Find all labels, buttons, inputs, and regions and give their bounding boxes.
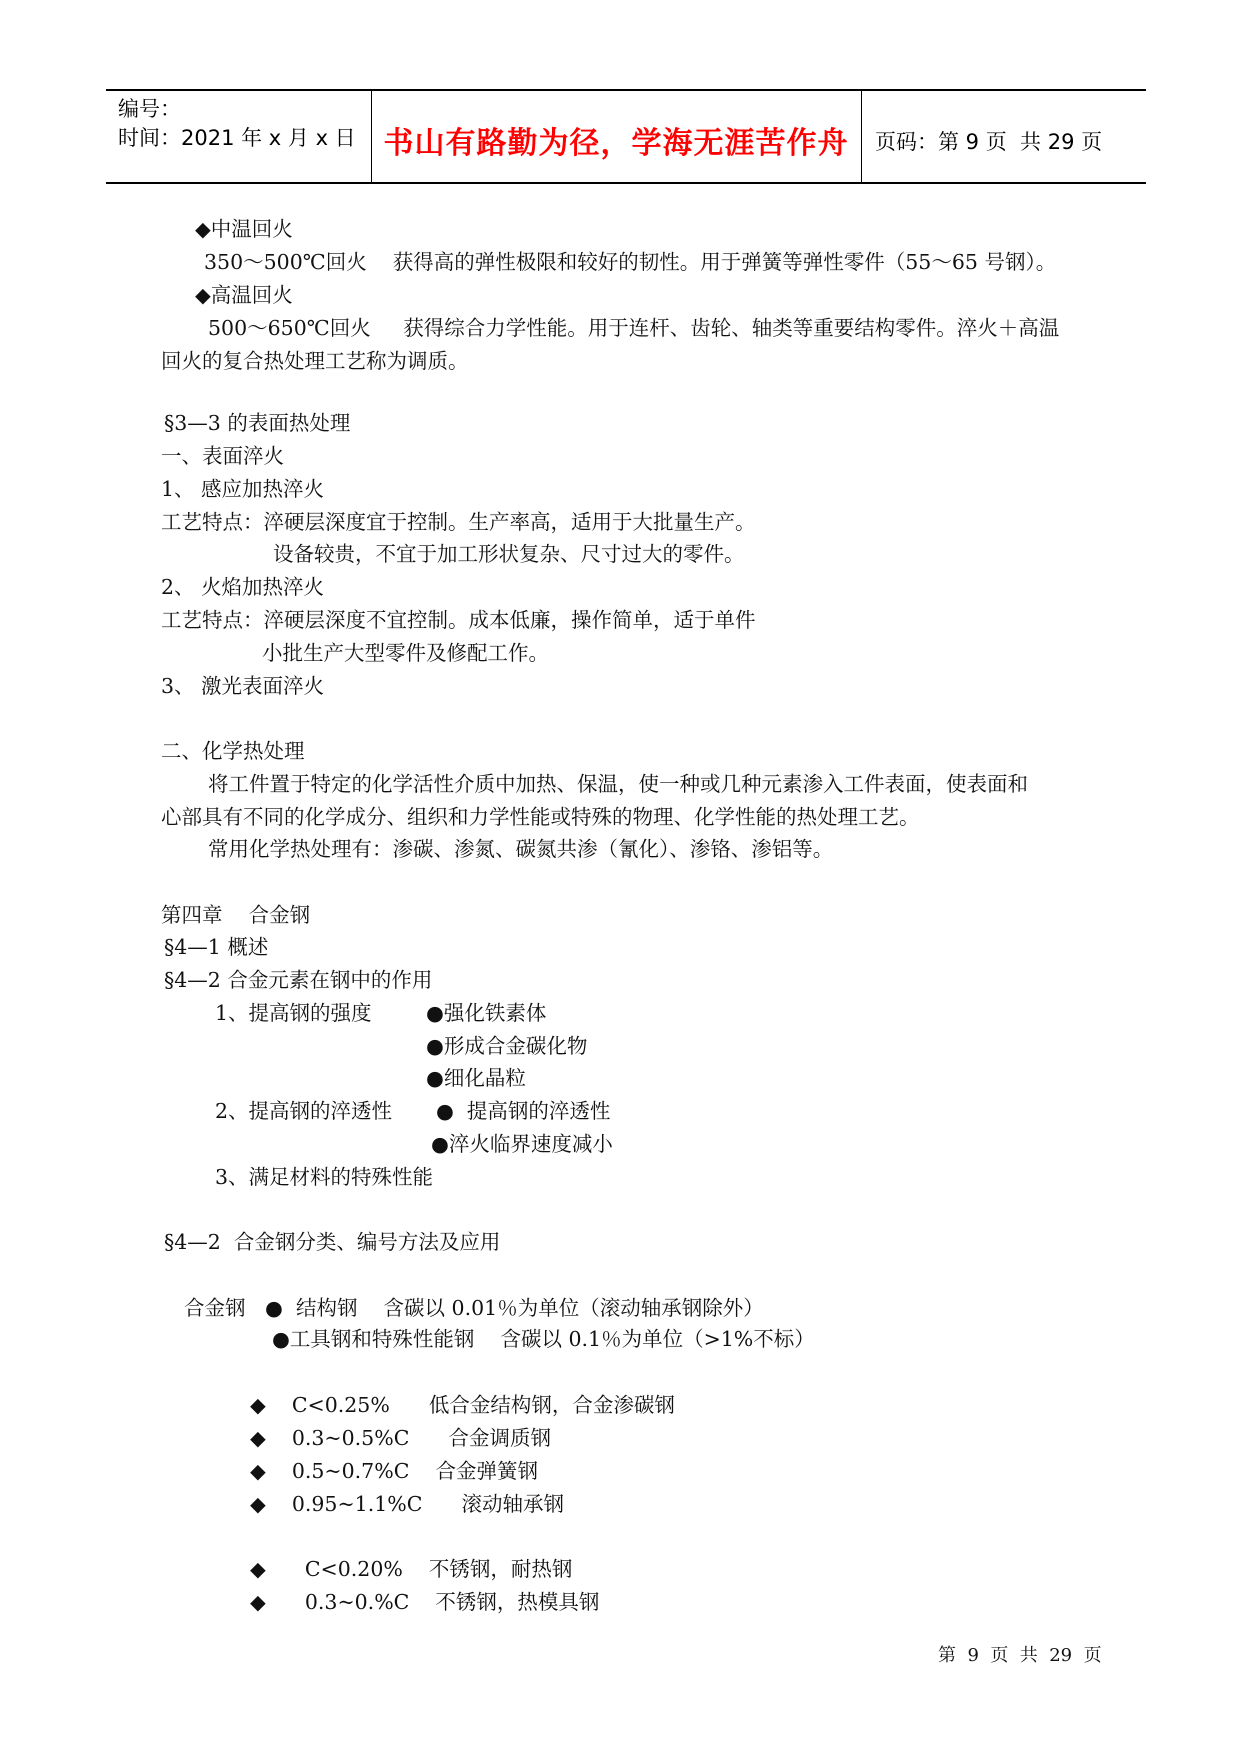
subsection-heading: 二、化学热处理 <box>161 739 305 763</box>
footer-page-number: 第 9 页 共 29 页 <box>938 1645 1102 1666</box>
paragraph-line: 350～500℃回火 获得高的弹性极限和较好的韧性。用于弹簧等弹性零件（55～65 号钢）。 <box>204 250 1057 274</box>
section-heading: §3—3 的表面热处理 <box>164 411 351 435</box>
diamond-item: ◆ C<0.20% 不锈钢，耐热钢 <box>250 1557 573 1581</box>
header-top-rule <box>106 89 1146 91</box>
paragraph-line: 将工件置于特定的化学活性介质中加热、保温，使一种或几种元素渗入工件表面，使表面和 <box>208 772 1028 796</box>
list-item: 3、 激光表面淬火 <box>161 674 325 698</box>
paragraph-line: 回火的复合热处理工艺称为调质。 <box>161 349 469 373</box>
bullet-item: ● 提高钢的淬透性 <box>436 1099 611 1123</box>
bullet-item: ●细化晶粒 <box>426 1066 526 1090</box>
doc-number-label: 编号： <box>118 97 181 121</box>
doc-date: 时间：2021 年 x 月 x 日 <box>118 126 356 150</box>
diamond-item: ◆ 0.3~0.5%C 合金调质钢 <box>250 1426 551 1450</box>
section-heading: §4—1 概述 <box>164 935 269 959</box>
diamond-item: ◆ 0.95~1.1%C 滚动轴承钢 <box>250 1492 565 1516</box>
paragraph-line: 500～650℃回火 获得综合力学性能。用于连杆、齿轮、轴类等重要结构零件。淬火＋高温 <box>208 316 1060 340</box>
classification-line: 合金钢 ● 结构钢 含碳以 0.01％为单位（滚动轴承钢除外） <box>184 1296 764 1320</box>
paragraph-line: 工艺特点：淬硬层深度宜于控制。生产率高，适用于大批量生产。 <box>161 510 756 534</box>
section-heading: §4—2 合金钢分类、编号方法及应用 <box>164 1230 501 1254</box>
bullet-item: ●强化铁素体 <box>426 1001 547 1025</box>
list-item: 2、 火焰加热淬火 <box>161 575 325 599</box>
paragraph-line: 心部具有不同的化学成分、组织和力学性能或特殊的物理、化学性能的热处理工艺。 <box>161 805 920 829</box>
bullet-item: ●形成合金碳化物 <box>426 1034 588 1058</box>
bullet-heading: ◆高温回火 <box>195 283 293 307</box>
paragraph-line: 常用化学热处理有：渗碳、渗氮、碳氮共渗（氰化）、渗铬、渗铝等。 <box>208 837 834 861</box>
diamond-item: ◆ C<0.25% 低合金结构钢，合金渗碳钢 <box>250 1393 675 1417</box>
paragraph-line: 工艺特点：淬硬层深度不宜控制。成本低廉，操作简单，适于单件 <box>161 608 756 632</box>
list-item: 2、提高钢的淬透性 <box>215 1099 393 1123</box>
paragraph-line: 设备较贵，不宜于加工形状复杂、尺寸过大的零件。 <box>273 542 745 566</box>
header-page-number: 页码：第 9 页 共 29 页 <box>875 130 1103 154</box>
header-motto: 书山有路勤为径，学海无涯苦作舟 <box>383 126 849 161</box>
section-heading: §4—2 合金元素在钢中的作用 <box>164 968 433 992</box>
chapter-heading: 第四章 合金钢 <box>161 903 311 927</box>
subsection-heading: 一、表面淬火 <box>161 444 284 468</box>
list-item: 1、 感应加热淬火 <box>161 477 325 501</box>
paragraph-line: 小批生产大型零件及修配工作。 <box>262 641 549 665</box>
list-item: 1、提高钢的强度 <box>215 1001 372 1025</box>
header-divider <box>861 90 862 183</box>
bullet-item: ●淬火临界速度减小 <box>431 1132 613 1156</box>
bullet-heading: ◆中温回火 <box>195 217 293 241</box>
classification-line: ●工具钢和特殊性能钢 含碳以 0.1％为单位（>1%不标） <box>272 1327 815 1351</box>
diamond-item: ◆ 0.5~0.7%C 合金弹簧钢 <box>250 1459 538 1483</box>
header-bottom-rule <box>106 182 1146 184</box>
list-item: 3、满足材料的特殊性能 <box>215 1165 434 1189</box>
diamond-item: ◆ 0.3~0.%C 不锈钢，热模具钢 <box>250 1590 600 1614</box>
